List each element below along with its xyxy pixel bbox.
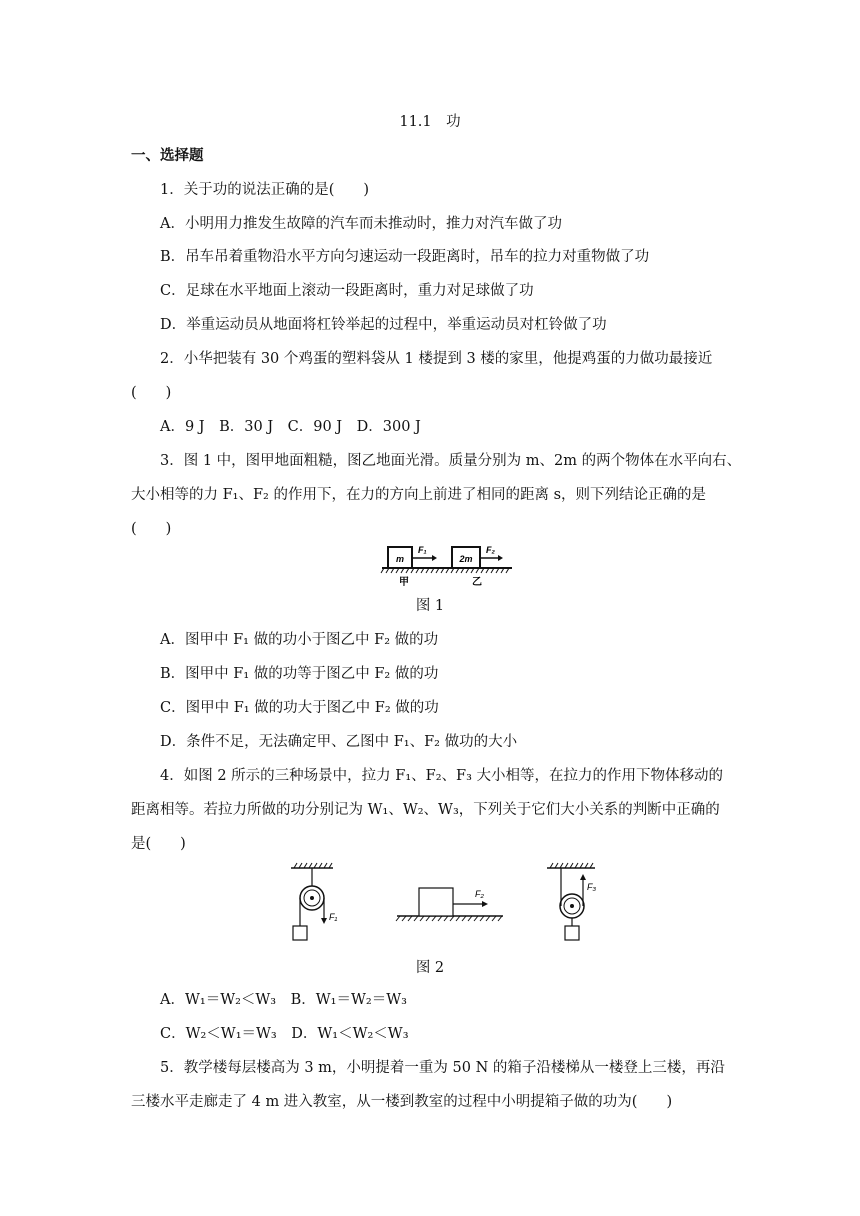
- q1-option-d: D．举重运动员从地面将杠铃举起的过程中，举重运动员对杠铃做了功: [160, 317, 607, 333]
- force-label-f1: F₁: [418, 545, 427, 555]
- scene-horizontal-pull: [396, 888, 503, 921]
- force-label-fig2-f3: F₃: [587, 882, 597, 892]
- force-label-f2: F₂: [486, 545, 495, 555]
- q4-options-line2: C．W₂＜W₁＝W₃ D．W₁＜W₂＜W₃: [160, 1026, 409, 1042]
- scene-movable-pulley: [547, 863, 596, 940]
- block-m-label: m: [395, 554, 405, 564]
- q4-stem-line1: 4．如图 2 所示的三种场景中，拉力 F₁、F₂、F₃ 大小相等，在拉力的作用下物体移动的: [160, 768, 724, 784]
- force-arrowhead-f1: [432, 555, 437, 561]
- q3-stem-line3: ( ): [131, 521, 172, 537]
- force-label-fig2-f2: F₂: [475, 889, 484, 899]
- q1-option-c: C．足球在水平地面上滚动一段距离时，重力对足球做了功: [160, 283, 534, 299]
- q5-stem-line2: 三楼水平走廊走了 4 m 进入教室，从一楼到教室的过程中小明提箱子做的功为( ): [131, 1094, 673, 1110]
- label-yi: 乙: [472, 577, 482, 588]
- q1-option-b: B．吊车吊着重物沿水平方向匀速运动一段距离时，吊车的拉力对重物做了功: [160, 249, 650, 265]
- figure-2-diagram: [285, 860, 605, 944]
- figure-1-caption: 图 1: [415, 598, 445, 614]
- block-2m-label: 2m: [459, 554, 473, 564]
- q3-option-d: D．条件不足，无法确定甲、乙图中 F₁、F₂ 做功的大小: [160, 734, 518, 750]
- q3-stem-line1: 3．图 1 中，图甲地面粗糙，图乙地面光滑。质量分别为 m、2m 的两个物体在水平向右、: [160, 453, 742, 469]
- section-heading: 一、选择题: [131, 147, 204, 164]
- q4-options-line1: A．W₁＝W₂＜W₃ B．W₁＝W₂＝W₃: [160, 992, 407, 1008]
- q4-stem-line2: 距离相等。若拉力所做的功分别记为 W₁、W₂、W₃，下列关于它们大小关系的判断中正确的: [131, 802, 720, 818]
- q3-stem-line2: 大小相等的力 F₁、F₂ 的作用下，在力的方向上前进了相同的距离 s，则下列结论正确的是: [131, 487, 707, 503]
- q2-stem-line1: 2．小华把装有 30 个鸡蛋的塑料袋从 1 楼提到 3 楼的家里，他提鸡蛋的力做功最接近: [160, 351, 713, 367]
- page-title: 11.1 功: [399, 114, 461, 130]
- label-jia: 甲: [399, 577, 409, 588]
- q3-option-b: B．图甲中 F₁ 做的功等于图乙中 F₂ 做的功: [160, 666, 439, 682]
- q3-option-c: C．图甲中 F₁ 做的功大于图乙中 F₂ 做的功: [160, 700, 439, 716]
- q2-options: A．9 J B．30 J C．90 J D．300 J: [160, 419, 421, 435]
- scene-fixed-pulley: [291, 863, 337, 940]
- q1-option-a: A．小明用力推发生故障的汽车而未推动时，推力对汽车做了功: [160, 216, 562, 232]
- figure-1-diagram: [380, 540, 514, 590]
- force-arrowhead-f2: [498, 555, 503, 561]
- q5-stem-line1: 5．教学楼每层楼高为 3 m，小明提着一重为 50 N 的箱子沿楼梯从一楼登上三楼，再沿: [160, 1060, 725, 1076]
- force-label-fig2-f1: F₁: [329, 912, 338, 922]
- figure-2-caption: 图 2: [415, 960, 445, 976]
- q1-stem: 1．关于功的说法正确的是( ): [160, 182, 370, 198]
- q3-option-a: A．图甲中 F₁ 做的功小于图乙中 F₂ 做的功: [160, 632, 439, 648]
- q2-stem-line2: ( ): [131, 385, 172, 401]
- q4-stem-line3: 是( ): [131, 836, 186, 852]
